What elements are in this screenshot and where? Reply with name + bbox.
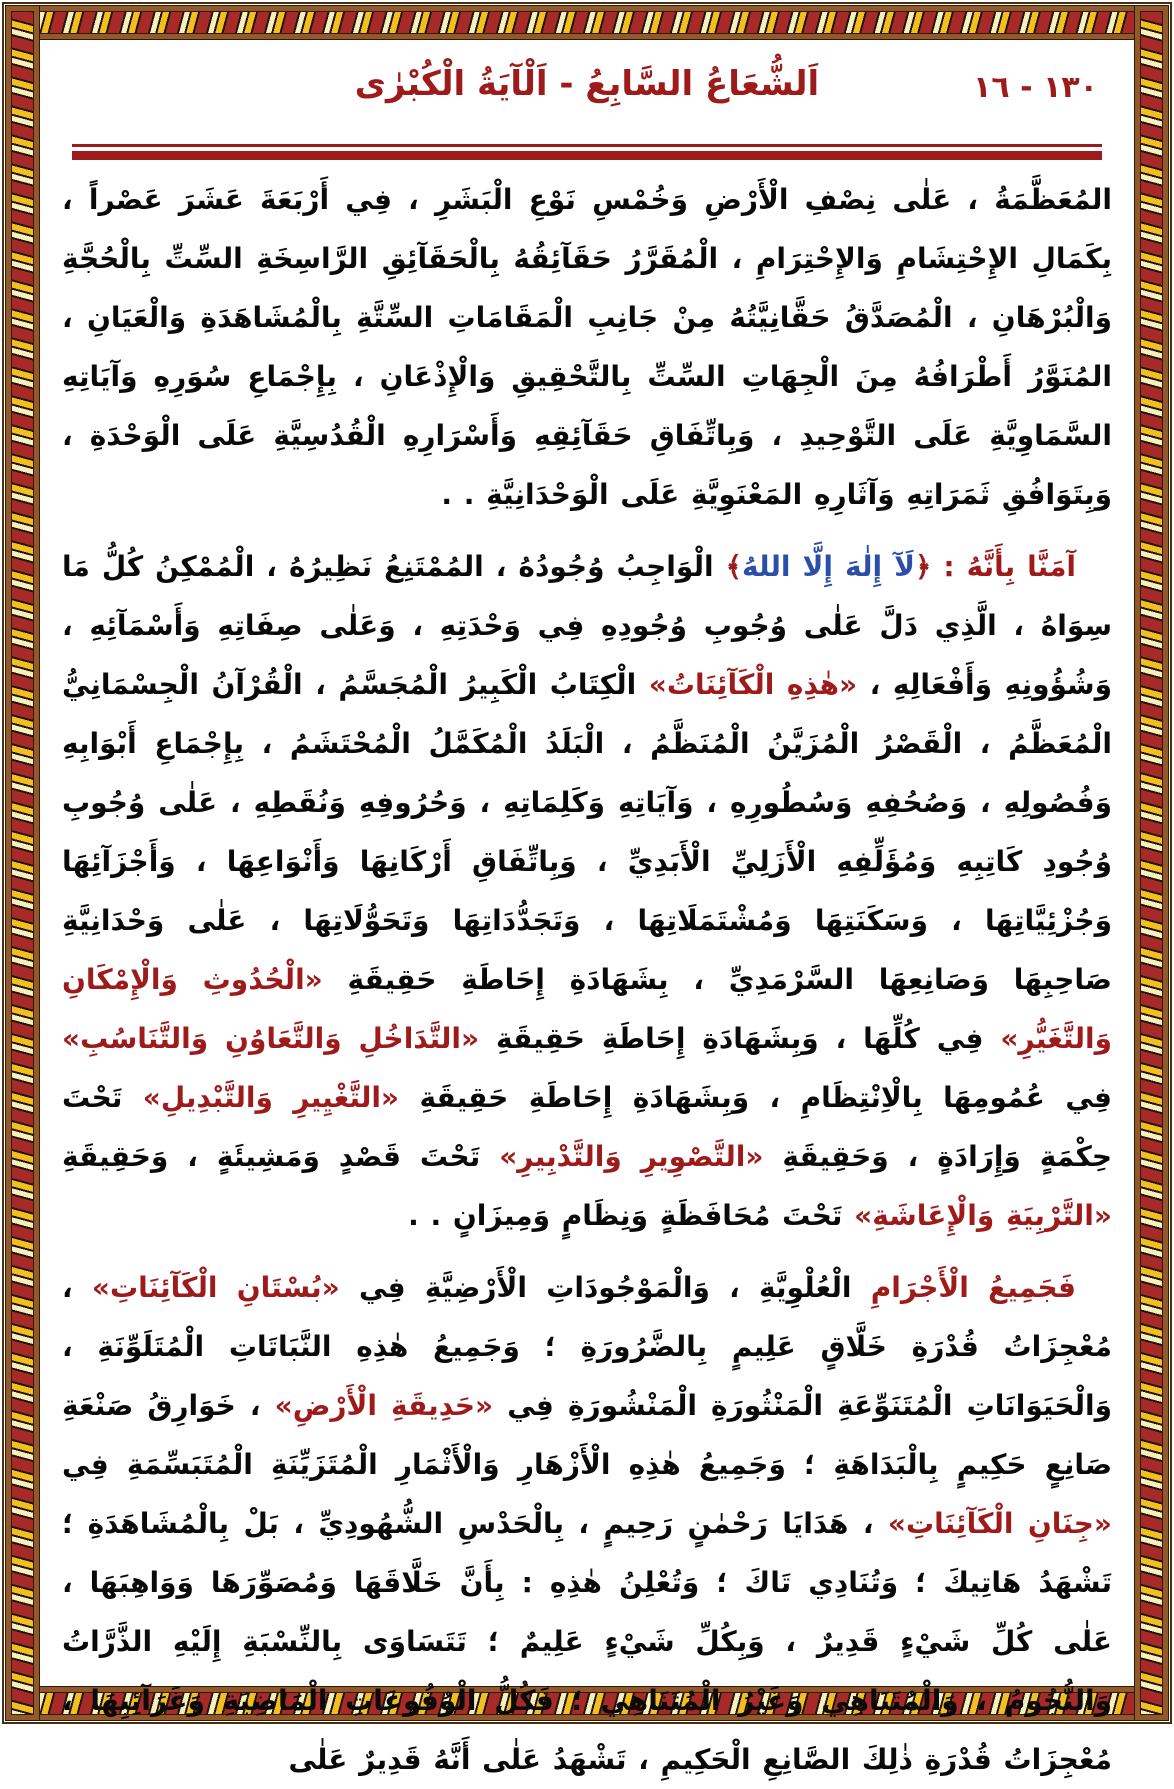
text-run-black: تَحْتَ حِكْمَةٍ وَإِرَادَةٍ ، وَحَقِيقَةِ [62,1081,1113,1173]
text-run-red: «حَدِيقَةِ الْأَرْضِ» [274,1389,494,1422]
text-run-red: آمَنَّا بِأَنَّهُ : [931,550,1076,583]
text-run-red: «هٰذِهِ الْكَآئِنَاتُ» [648,668,858,701]
text-run-black: تَحْتَ مُحَافَظَةٍ وَنِظَامٍ وَمِيزَانٍ . . [408,1199,855,1232]
page-content [58,48,1116,1776]
text-run-black: فِي عُمُومِهَا بِالْاِنْتِظَامِ ، وَبِشَهَادَةِ إِحَاطَةِ حَقِيقَةِ [399,1081,1112,1114]
text-run-red: «التَّصْوِيرِ وَالتَّدْبِيرِ» [499,1140,764,1173]
paragraph [62,1258,1112,1789]
ornamental-border-top [6,6,1168,39]
text-run-red: ﴾ [725,550,742,583]
text-run-red: فَجَمِيعُ الْأَجْرَامِ [870,1271,1076,1304]
text-run-red: «بُسْتَانِ الْكَآئِنَاتِ» [91,1271,340,1304]
ornamental-border-left [6,6,39,1720]
text-run-red: «التَّدَاخُلِ وَالتَّعَاوُنِ وَالتَّنَاسُبِ» [62,1022,480,1055]
text-run-black: الْكِتَابُ الْكَبِيرُ الْمُجَسَّمُ ، الْقُرْآنُ الْجِسْمَانِيُّ الْمُعَظَّمُ ، الْقَصْرُ الْمُزَيَّنُ الْمُنَظَّمُ ، الْبَلَدُ الْمُكَمَّلُ الْمُحْتَشَمُ ، بِإِجْمَاعِ أَبْوَابِهِ وَفُصُولِهِ ، وَصُحُفِهِ وَسُطُورِهِ ، وَآيَاتِهِ وَكَلِمَاتِهِ ، وَحُرُوفِهِ وَنُقَطِهِ ، عَلٰى وُجُوبِ وُجُودِ كَاتِبِهِ وَمُؤَلِّفِهِ الْأَزَلِيِّ الْأَبَدِيِّ ، وَبِاتِّفَاقِ أَرْكَانِهَا وَأَنْوَاعِهَا ، وَأَجْزَآئِهَا وَجُزْئِيَّاتِهَا ، وَسَكَنَتِهَا وَمُشْتَمَلَاتِهَا ، وَتَجَدُّدَاتِهَا وَتَحَوُّلَاتِهَا ، عَلٰى وَحْدَانِيَّةِ صَاحِبِهَا وَصَانِعِهَا السَّرْمَدِيِّ ، بِشَهَادَةِ إِحَاطَةِ حَقِيقَةِ [62,668,1112,996]
page-header [58,48,1116,144]
text-run-black: المُعَظَّمَةُ ، عَلٰى نِصْفِ الْأَرْضِ وَخُمْسِ نَوْعِ الْبَشَرِ ، فِي أَرْبَعَةَ عَشَرَ عَصْراً ، بِكَمَالِ الإِحْتِشَامِ وَالإِحْتِرَامِ ، الْمُقَرَّرُ حَقَآئِقُهُ بِالْحَقَآئِقِ الرَّاسِخَةِ السِّتِّ بِالْحُجَّةِ وَالْبُرْهَانِ ، الْمُصَدَّقُ حَقَّانِيَّتُهُ مِنْ جَانِبِ الْمَقَامَاتِ السِّتَّةِ بِالْمُشَاهَدَةِ وَالْعَيَانِ ، المُنَوَّرُ أَطْرَافُهُ مِنَ الْجِهَاتِ السِّتِّ بِالتَّحْقِيقِ وَالْإِذْعَانِ ، بِإِجْمَاعِ سُوَرِهِ وَآيَاتِهِ السَّمَاوِيَّةِ عَلَى التَّوْحِيدِ ، وَبِاتِّفَاقِ حَقَآئِقِهِ وَأَسْرَارِهِ الْقُدُسِيَّةِ عَلَى الْوَحْدَةِ ، وَبِتَوَافُقِ ثَمَرَاتِهِ وَآثَارِهِ المَعْنَوِيَّةِ عَلَى الْوَحْدَانِيَّةِ . . [62,183,1112,511]
page-title: اَلشُّعَاعُ السَّابِعُ - اَلْآيَةُ الْكُبْرٰى [354,64,820,104]
header-divider [72,144,1102,160]
text-run-black: ، مُعْجِزَاتُ قُدْرَةِ خَلَّاقٍ عَلِيمٍ بِالضَّرُورَةِ ؛ وَجَمِيعُ هٰذِهِ النَّبَاتَاتِ الْمُتَلَوِّنَةِ ، وَالْحَيَوَانَاتِ الْمُتَنَوِّعَةِ الْمَنْثُورَةِ الْمَنْشُورَةِ فِي [62,1271,1113,1422]
page-number: ١٣٠ - ١٦ [973,70,1098,105]
paragraph [62,537,1112,1245]
text-run-black: تَحْتَ قَصْدٍ وَمَشِيئَةٍ ، وَحَقِيقَةِ [62,1140,500,1173]
text-run-blue: لَآ إِلٰهَ إِلَّا اللهُ [742,550,915,583]
text-run-red: ﴿ [914,550,932,583]
text-run-black: الْعُلْوِيَّةِ ، وَالْمَوْجُودَاتِ الْأَرْضِيَّةِ فِي [339,1271,871,1304]
text-run-red: «التَّغْيِيرِ وَالتَّبْدِيلِ» [142,1081,400,1114]
text-run-black: ، هَدَايَا رَحْمٰنٍ رَحِيمٍ ، بِالْحَدْسِ الشُّهُودِيِّ ، بَلْ بِالْمُشَاهَدَةِ ؛ تَشْهَدُ هَاتِيكَ ؛ وَتُنَادِي تَاكَ ؛ وَتُعْلِنُ هٰذِهِ : بِأَنَّ خَلَّاقَهَا وَمُصَوِّرَهَا وَوَاهِبَهَا ، عَلٰى كُلِّ شَيْءٍ قَدِيرٌ ، وَبِكُلِّ شَيْءٍ عَلِيمٌ ؛ تَتَسَاوَى بِالنِّسْبَةِ إِلَيْهِ الذَّرَّاتُ وَالنُّجُومُ ، وَالْمُتَنَاهِي وَغَيْرُ الْمُتَنَاهِي ؛ فَكُلُّ الْوُقُوعَاتِ الْمَاضِيَةِ وَغَرَآئِبِهَا ، مُعْجِزَاتُ قُدْرَةِ ذٰلِكَ الصَّانِعِ الْحَكِيمِ ، تَشْهَدُ عَلٰى أَنَّهُ قَدِيرٌ عَلٰى [62,1507,1112,1776]
body-text [58,170,1116,1789]
text-run-black: الْوَاجِبُ وُجُودُهُ ، المُمْتَنِعُ نَظِيرُهُ ، الْمُمْكِنُ كُلُّ مَا سِوَاهُ ، الَّذِي دَلَّ عَلٰى وُجُوبِ وُجُودِهِ فِي وَحْدَتِهِ ، وَعَلٰى صِفَاتِهِ وَأَسْمَآئِهِ ، وَشُؤُونِهِ وَأَفْعَالِهِ ، [62,550,1112,701]
text-run-red: «الْحُدُوثِ وَالْإِمْكَانِ وَالتَّغَيُّرِ» [62,963,1112,1055]
paragraph [62,170,1112,524]
text-run-black: ، خَوَارِقُ صَنْعَةِ صَانِعٍ حَكِيمٍ بِالْبَدَاهَةِ ؛ وَجَمِيعُ هٰذِهِ الْأَزْهَارِ وَالْأَثْمَارِ الْمُتَزَيِّنَةِ الْمُتَبَسِّمَةِ فِي [62,1389,1112,1481]
text-run-black: فِي كُلِّهَا ، وَبِشَهَادَةِ إِحَاطَةِ حَقِيقَةِ [479,1022,1001,1055]
text-run-red: «التَّرْبِيَةِ وَالْإِعَاشَةِ» [854,1199,1112,1232]
ornamental-border-right [1135,6,1168,1720]
text-run-red: «جِنَانِ الْكَآئِنَاتِ» [887,1507,1112,1540]
